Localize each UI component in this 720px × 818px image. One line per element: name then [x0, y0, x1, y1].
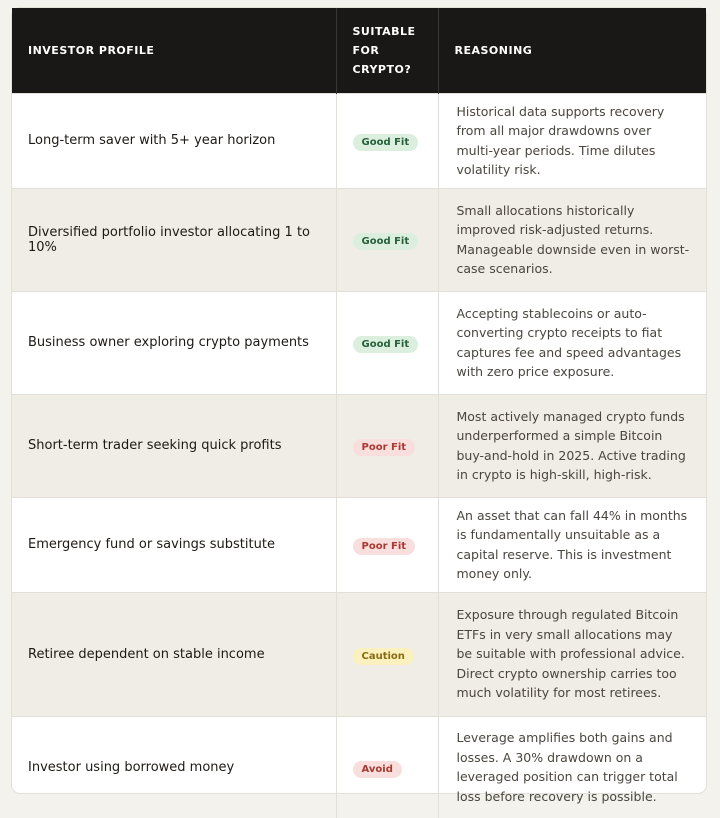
status-badge: Avoid [353, 761, 402, 778]
row-suitability [336, 291, 438, 394]
table-row [12, 497, 706, 592]
table-row [12, 93, 706, 188]
row-reasoning: Accepting stablecoins or auto-converting crypto receipts to fiat captures fee and speed advantages with zero price exposure. [456, 305, 682, 379]
row-profile: Long-term saver with 5+ year horizon [28, 133, 276, 148]
row-reasoning: Historical data supports recovery from all major drawdowns over multi-year periods. Time dilutes volatility risk. [456, 103, 665, 177]
status-badge: Poor Fit [353, 439, 416, 456]
row-reasoning: Small allocations historically improved risk-adjusted returns. Manageable downside even in worst-case scenarios. [456, 202, 690, 276]
status-badge: Good Fit [353, 336, 419, 353]
header-suitable-for-crypto [336, 8, 438, 93]
row-profile: Diversified portfolio investor allocating 1 to 10% [28, 224, 310, 255]
table-row [12, 188, 706, 291]
row-suitability [336, 716, 438, 818]
row-reasoning: Leverage amplifies both gains and losses. A 30% drawdown on a leveraged position can trigger total loss before recovery is possible. [456, 730, 678, 804]
row-reasoning: An asset that can fall 44% in months is fundamentally unsuitable as a capital reserve. This is investment money only. [456, 507, 688, 581]
row-suitability [336, 188, 438, 291]
row-reasoning: Most actively managed crypto funds underperformed a simple Bitcoin buy-and-hold in 2025. Active trading in crypto is high-skill, high-risk. [456, 408, 686, 482]
row-profile: Short-term trader seeking quick profits [28, 438, 282, 453]
row-profile: Investor using borrowed money [28, 759, 235, 775]
table-row [12, 394, 706, 497]
table-row [12, 291, 706, 394]
row-suitability [336, 592, 438, 716]
status-badge: Good Fit [353, 233, 419, 250]
header-reasoning: REASONING [454, 43, 533, 57]
header-suitable-line: SUITABLE [352, 24, 416, 38]
row-suitability [336, 394, 438, 497]
row-profile: Emergency fund or savings substitute [28, 537, 275, 552]
header-suitable-line: FOR [352, 43, 380, 57]
row-profile: Business owner exploring crypto payments [28, 335, 309, 350]
status-badge: Poor Fit [353, 538, 416, 555]
table-row [12, 716, 706, 818]
row-suitability [336, 497, 438, 592]
header-investor-profile: INVESTOR PROFILE [28, 43, 155, 57]
row-reasoning: Exposure through regulated Bitcoin ETFs in very small allocations may be suitable with professional advice. Direct crypto ownership carries too much volatility for most retirees. [456, 607, 685, 701]
row-profile: Retiree dependent on stable income [28, 646, 265, 662]
suitability-table [12, 8, 706, 804]
status-badge: Caution [353, 648, 414, 665]
status-badge: Good Fit [353, 134, 419, 151]
table-header-row [12, 8, 706, 93]
table-row [12, 592, 706, 716]
row-suitability [336, 93, 438, 188]
crypto-suitability-table [12, 8, 706, 818]
header-suitable-line: CRYPTO? [352, 62, 412, 76]
